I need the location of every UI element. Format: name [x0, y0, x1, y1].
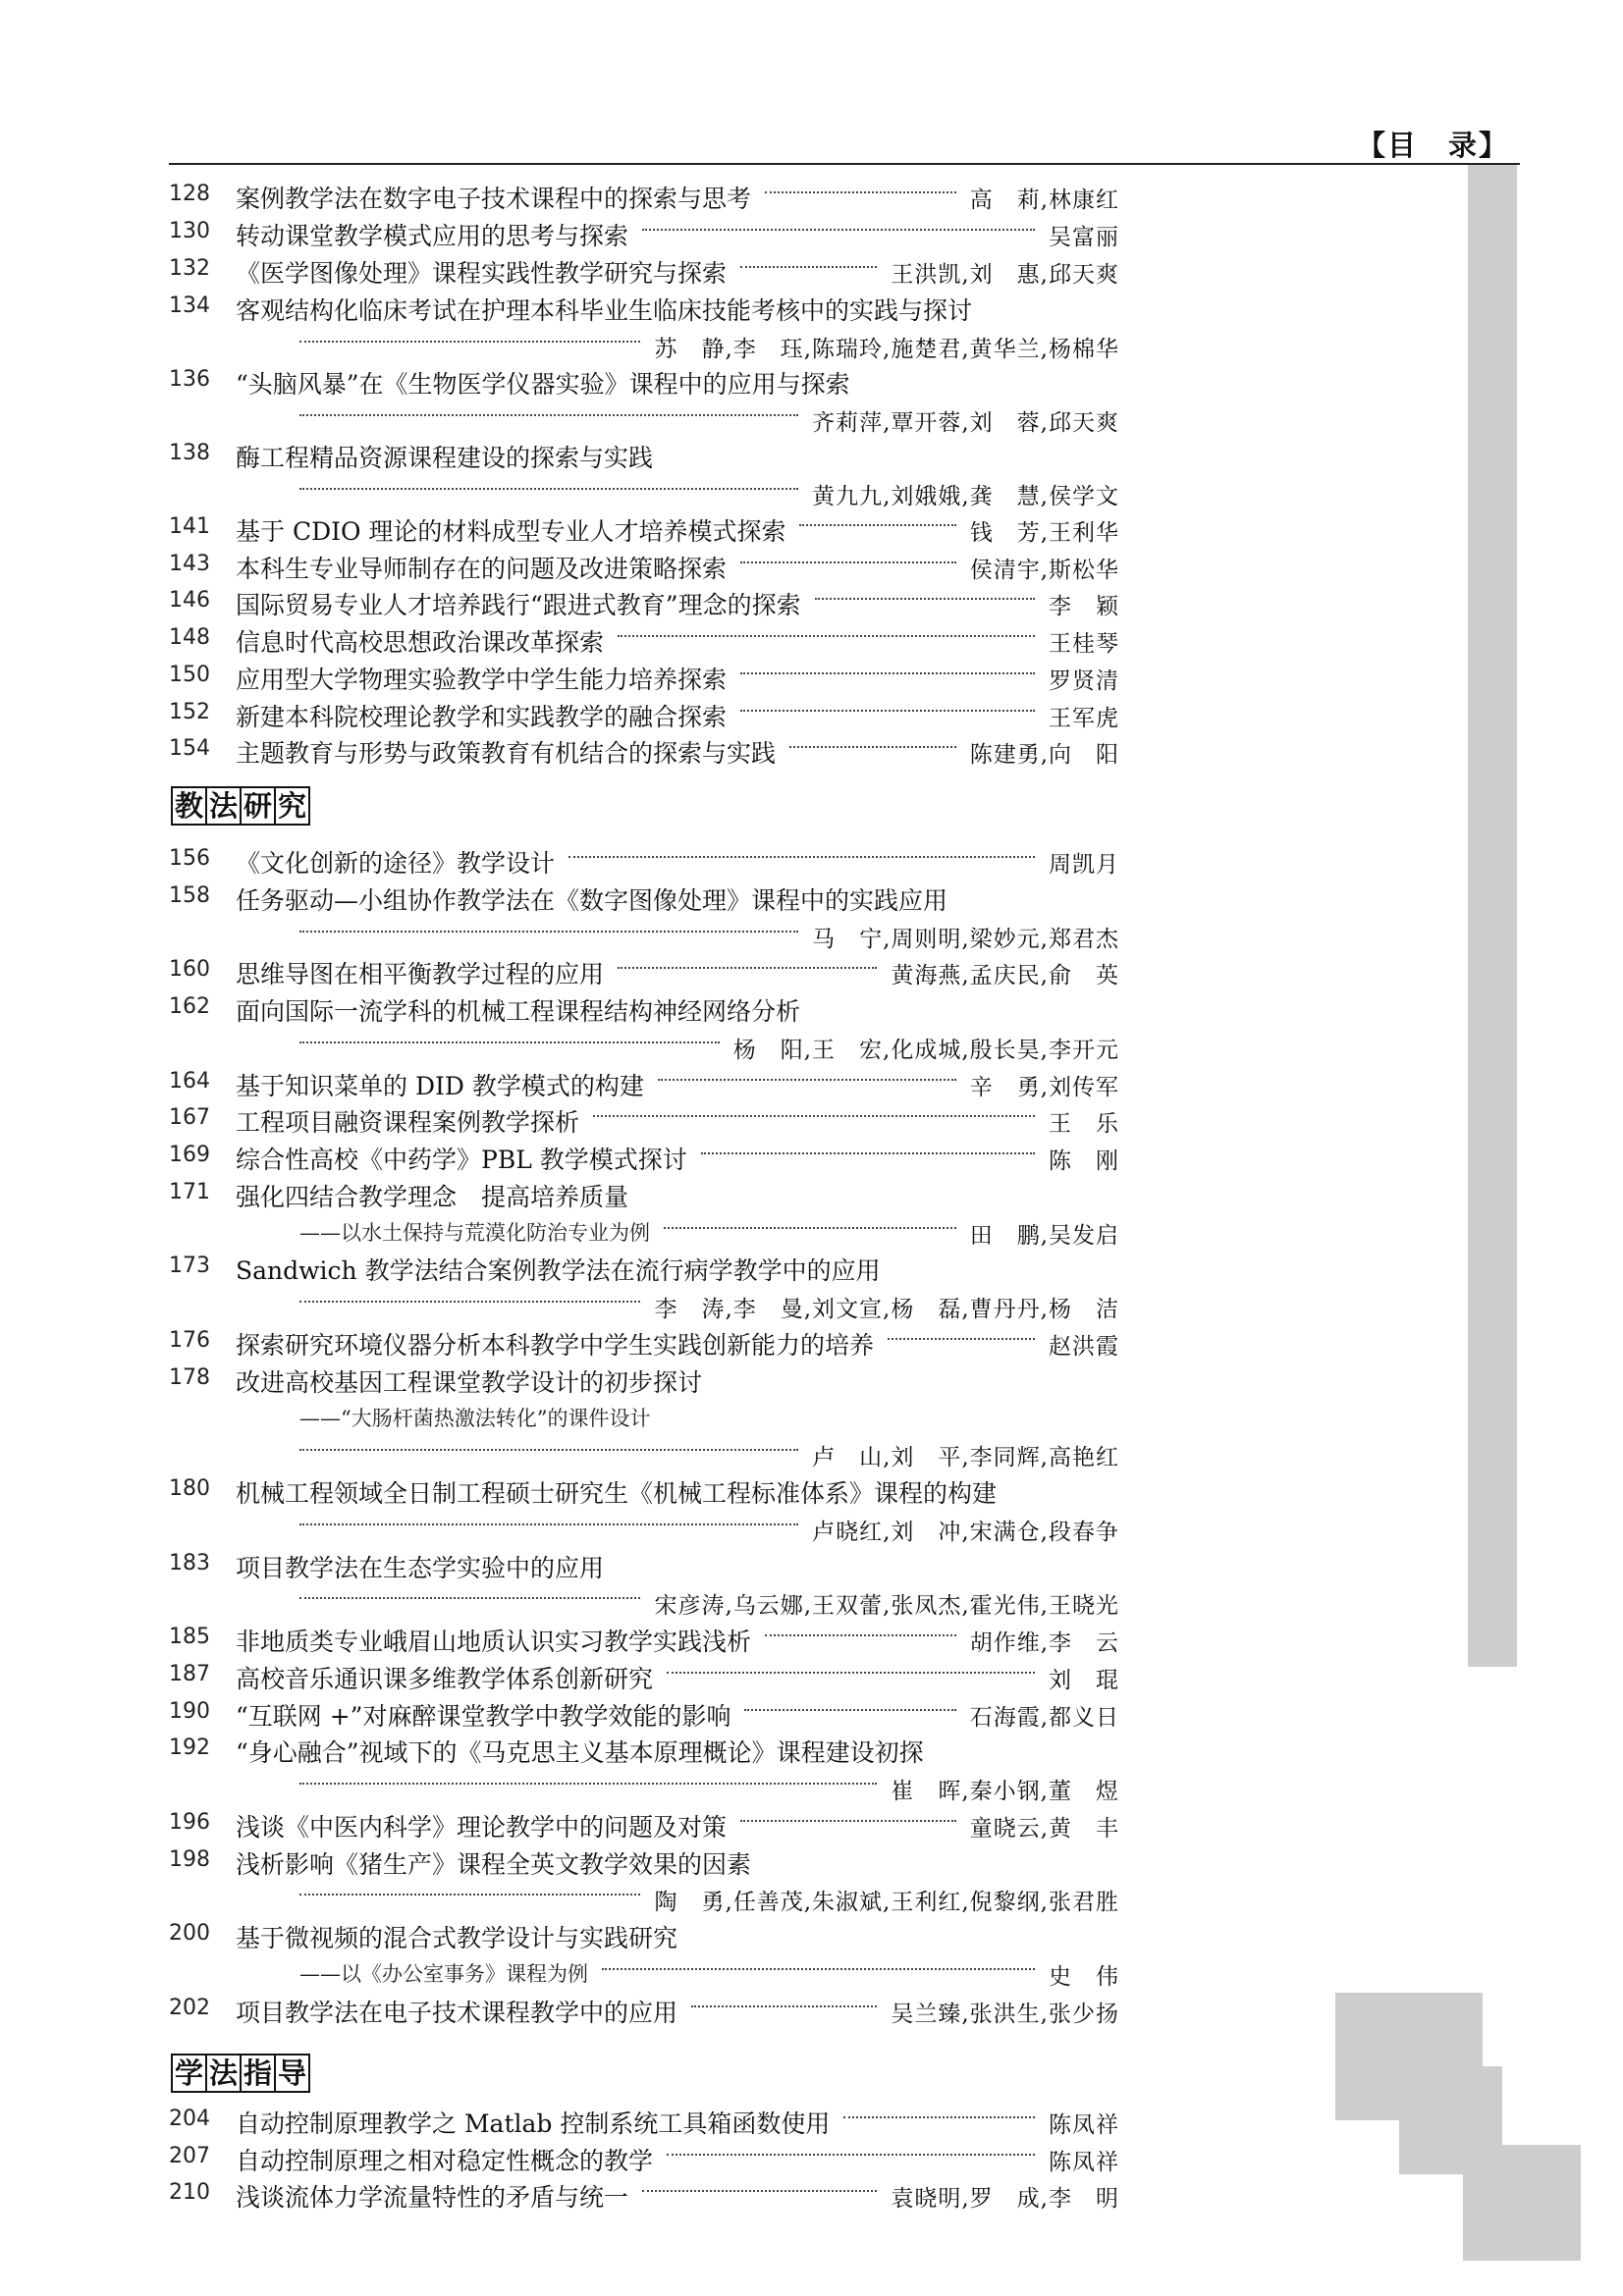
entry-authors: 高 莉,林康红	[969, 187, 1119, 213]
entry-title[interactable]: 任务驱动—小组协作教学法在《数字图像处理》课程中的实践应用	[236, 886, 948, 915]
leader-dots	[618, 635, 1035, 641]
toc-entry[interactable]	[0, 180, 1119, 213]
entry-authors: 王军虎	[1049, 706, 1119, 731]
entry-page-number: 169	[169, 1143, 210, 1167]
entry-title[interactable]: 基于微视频的混合式教学设计与实践研究	[236, 1924, 678, 1952]
toc-entry[interactable]	[0, 661, 1119, 694]
leader-dots	[299, 1894, 640, 1899]
entry-page-number: 183	[169, 1551, 210, 1575]
section-heading-char: 导	[274, 2054, 310, 2093]
entry-authors: 王洪凯,刘 惠,邱天爽	[891, 262, 1119, 288]
entry-title[interactable]: 综合性高校《中药学》PBL 教学模式探讨	[236, 1146, 687, 1174]
entry-page-number: 196	[169, 1810, 210, 1835]
entry-title[interactable]: 项目教学法在电子技术课程教学中的应用	[236, 1999, 678, 2027]
entry-authors: 李 颖	[1049, 594, 1119, 619]
entry-authors: 陈凤祥	[1049, 2150, 1119, 2175]
toc-entry[interactable]	[0, 217, 1119, 250]
entry-page-number: 154	[169, 736, 210, 761]
toc-entry-continuation	[0, 402, 1119, 436]
leader-dots	[789, 746, 956, 752]
entry-page-number: 187	[169, 1662, 210, 1686]
entry-title[interactable]: 项目教学法在生态学实验中的应用	[236, 1554, 605, 1582]
leader-dots	[888, 1338, 1035, 1344]
header-title: 【目 录】	[1357, 129, 1510, 162]
entry-page-number: 198	[169, 1847, 210, 1872]
leader-dots	[664, 1227, 956, 1233]
entry-title[interactable]: 转动课堂教学模式应用的思考与探索	[236, 222, 629, 250]
toc-entry[interactable]	[0, 1326, 1119, 1360]
toc-entry[interactable]	[0, 1697, 1119, 1731]
entry-title[interactable]: 主题教育与形势与政策教育有机结合的探索与实践	[236, 739, 777, 768]
entry-authors: 史 伟	[1049, 1964, 1119, 1990]
entry-page-number: 152	[169, 700, 210, 724]
section-heading-char: 究	[274, 786, 310, 826]
entry-title[interactable]: 浅析影响《猪生产》课程全英文教学效果的因素	[236, 1850, 752, 1879]
entry-title[interactable]: 国际贸易专业人才培养践行“跟进式教育”理念的探索	[236, 591, 801, 619]
toc-entry[interactable]	[0, 2178, 1119, 2212]
leader-dots	[765, 1634, 956, 1640]
entry-title[interactable]: 非地质类专业峨眉山地质认识实习教学实践浅析	[236, 1628, 752, 1656]
section-heading-char: 指	[240, 2054, 276, 2093]
toc-entry[interactable]	[0, 734, 1119, 768]
entry-title[interactable]: 探索研究环境仪器分析本科教学中学生实践创新能力的培养	[236, 1331, 875, 1360]
entry-title[interactable]: “身心融合”视域下的《马克思主义基本原理概论》课程建设初探	[236, 1738, 924, 1767]
entry-page-number: 210	[169, 2180, 210, 2205]
leader-dots	[701, 1152, 1035, 1158]
entry-authors: 刘 琨	[1049, 1668, 1119, 1693]
entry-title[interactable]: 浅谈流体力学流量特性的矛盾与统一	[236, 2183, 629, 2212]
entry-title[interactable]: 面向国际一流学科的机械工程课程结构神经网络分析	[236, 997, 801, 1026]
toc-entry[interactable]	[0, 1623, 1119, 1656]
entry-page-number: 167	[169, 1105, 210, 1130]
leader-dots	[740, 266, 877, 272]
toc-entry[interactable]	[0, 1994, 1119, 2027]
entry-page-number: 207	[169, 2144, 210, 2168]
leader-dots	[691, 2005, 877, 2011]
entry-page-number: 162	[169, 994, 210, 1019]
leader-dots	[740, 672, 1035, 678]
leader-dots	[815, 598, 1035, 604]
toc-entry[interactable]	[0, 1363, 1119, 1397]
entry-title[interactable]: “互联网 +”对麻醉课堂教学中教学效能的影响	[236, 1702, 731, 1731]
entry-page-number: 173	[169, 1254, 210, 1278]
entry-title[interactable]: 高校音乐通识课多维教学体系创新研究	[236, 1665, 654, 1693]
entry-subtitle: ——“大肠杆菌热激法转化”的课件设计	[299, 1407, 651, 1430]
toc-entry[interactable]	[0, 1252, 1119, 1285]
leader-dots	[299, 1301, 640, 1307]
toc-entry[interactable]	[0, 1808, 1119, 1842]
entry-page-number: 176	[169, 1328, 210, 1353]
toc-entry-subtitle-row	[0, 1215, 1119, 1249]
entry-authors: 石海霞,都义日	[969, 1705, 1119, 1731]
entry-title[interactable]: 基于知识菜单的 DID 教学模式的构建	[236, 1072, 644, 1100]
toc-entry[interactable]	[0, 1734, 1119, 1767]
toc-entry[interactable]	[0, 698, 1119, 731]
corner-block-decoration	[1463, 2145, 1581, 2261]
toc-entry-continuation	[0, 1771, 1119, 1804]
entry-page-number: 141	[169, 514, 210, 539]
entry-page-number: 164	[169, 1069, 210, 1094]
entry-authors: 赵洪霞	[1049, 1334, 1119, 1360]
entry-page-number: 138	[169, 441, 210, 465]
entry-page-number: 136	[169, 367, 210, 392]
entry-title[interactable]: 酶工程精品资源课程建设的探索与实践	[236, 444, 654, 472]
entry-title[interactable]: 强化四结合教学理念 提高培养质量	[236, 1183, 629, 1211]
toc-entry[interactable]	[0, 586, 1119, 619]
entry-title[interactable]: 新建本科院校理论教学和实践教学的融合探索	[236, 703, 728, 731]
entry-title[interactable]: 思维导图在相平衡教学过程的应用	[236, 960, 605, 988]
entry-authors: 田 鹏,吴发启	[969, 1223, 1119, 1249]
toc-entry[interactable]	[0, 1474, 1119, 1508]
entry-authors: 马 宁,周则明,梁妙元,郑君杰	[812, 927, 1119, 952]
entry-page-number: 143	[169, 552, 210, 576]
toc-entry[interactable]	[0, 992, 1119, 1026]
toc-entry-continuation	[0, 919, 1119, 952]
toc-entry-continuation	[0, 1585, 1119, 1619]
toc-entry-continuation	[0, 329, 1119, 362]
entry-page-number: 150	[169, 663, 210, 687]
toc-entry[interactable]	[0, 1660, 1119, 1693]
entry-authors: 杨 阳,王 宏,化成城,殷长昊,李开元	[732, 1038, 1119, 1063]
leader-dots	[642, 229, 1035, 235]
entry-authors: 辛 勇,刘传军	[969, 1075, 1119, 1100]
toc-entry[interactable]	[0, 955, 1119, 988]
leader-dots	[299, 1523, 798, 1529]
entry-authors: 齐莉萍,覃开蓉,刘 蓉,邱天爽	[812, 410, 1119, 436]
entry-authors: 周凯月	[1049, 852, 1119, 878]
leader-dots	[593, 1115, 1035, 1121]
entry-title[interactable]: 本科生专业导师制存在的问题及改进策略探索	[236, 555, 728, 583]
leader-dots	[740, 561, 956, 567]
entry-page-number: 156	[169, 846, 210, 871]
entry-authors: 罗贤清	[1049, 668, 1119, 694]
entry-authors: 童晓云,黄 丰	[969, 1816, 1119, 1842]
entry-authors: 袁晓明,罗 成,李 明	[891, 2186, 1119, 2212]
entry-authors: 崔 晖,秦小钢,董 煜	[891, 1779, 1119, 1804]
toc-entry[interactable]	[0, 254, 1119, 288]
entry-authors: 钱 芳,王利华	[969, 520, 1119, 546]
leader-dots	[799, 524, 955, 530]
entry-page-number: 160	[169, 957, 210, 982]
entry-authors: 卢 山,刘 平,李同辉,高艳红	[812, 1445, 1119, 1470]
leader-dots	[765, 191, 956, 197]
leader-dots	[740, 1820, 956, 1826]
toc-entry[interactable]	[0, 292, 1119, 325]
toc-entry-continuation	[0, 1882, 1119, 1915]
entry-title[interactable]: 机械工程领域全日制工程硕士研究生《机械工程标准体系》课程的构建	[236, 1479, 998, 1508]
entry-page-number: 200	[169, 1921, 210, 1946]
toc-entry[interactable]	[0, 2142, 1119, 2175]
entry-page-number: 171	[169, 1180, 210, 1204]
section-heading-char: 法	[205, 2054, 242, 2093]
toc-entry[interactable]	[0, 1845, 1119, 1879]
toc-entry-continuation	[0, 476, 1119, 509]
leader-dots	[299, 931, 798, 936]
section-heading-char: 法	[205, 786, 242, 826]
entry-page-number: 202	[169, 1996, 210, 2020]
entry-title[interactable]: 改进高校基因工程课堂教学设计的初步探讨	[236, 1368, 703, 1397]
entry-title[interactable]: 《文化创新的途径》教学设计	[236, 849, 556, 878]
entry-authors: 李 涛,李 曼,刘文宣,杨 磊,曹丹丹,杨 洁	[654, 1297, 1119, 1322]
toc-entry[interactable]	[0, 365, 1119, 399]
entry-subtitle: ——以《办公室事务》课程为例	[299, 1962, 588, 1986]
entry-title[interactable]: 客观结构化临床考试在护理本科毕业生临床技能考核中的实践与探讨	[236, 296, 973, 325]
entry-authors: 王 乐	[1049, 1111, 1119, 1137]
entry-page-number: 148	[169, 625, 210, 650]
toc-entry[interactable]	[0, 439, 1119, 472]
entry-title[interactable]: 《医学图像处理》课程实践性教学研究与探索	[236, 259, 728, 288]
toc-entry-continuation	[0, 1289, 1119, 1322]
entry-authors: 胡作维,李 云	[969, 1630, 1119, 1656]
entry-authors: 黄九九,刘娥娥,龚 慧,侯学文	[812, 484, 1119, 509]
entry-title[interactable]: 自动控制原理教学之 Matlab 控制系统工具箱函数使用	[236, 2109, 831, 2138]
leader-dots	[299, 1783, 877, 1789]
leader-dots	[602, 1968, 1035, 1974]
section-heading-char: 学	[171, 2054, 207, 2093]
toc-entry-continuation	[0, 1437, 1119, 1470]
entry-authors: 吴兰臻,张洪生,张少扬	[891, 2002, 1119, 2027]
leader-dots	[299, 1449, 798, 1455]
entry-page-number: 132	[169, 256, 210, 281]
entry-authors: 陈 刚	[1049, 1148, 1119, 1174]
entry-page-number: 130	[169, 219, 210, 243]
section-heading	[171, 2054, 308, 2093]
toc-entry-continuation	[0, 1030, 1119, 1063]
leader-dots	[299, 1597, 640, 1603]
leader-dots	[568, 856, 1035, 862]
entry-title[interactable]: Sandwich 教学法结合案例教学法在流行病学教学中的应用	[236, 1256, 881, 1285]
entry-authors: 苏 静,李 珏,陈瑞玲,施楚君,黄华兰,杨棉华	[654, 337, 1119, 362]
entry-title[interactable]: 工程项目融资课程案例教学探析	[236, 1108, 580, 1137]
leader-dots	[299, 341, 640, 347]
entry-authors: 宋彦涛,乌云娜,王双蕾,张凤杰,霍光伟,王晓光	[654, 1593, 1119, 1619]
leader-dots	[299, 1041, 720, 1047]
entry-page-number: 146	[169, 588, 210, 613]
entry-title[interactable]: 案例教学法在数字电子技术课程中的探索与思考	[236, 185, 752, 213]
toc-entry[interactable]	[0, 2105, 1119, 2138]
entry-page-number: 192	[169, 1735, 210, 1760]
toc-entry[interactable]	[0, 1919, 1119, 1952]
toc-entry[interactable]	[0, 1141, 1119, 1174]
entry-subtitle: ——以水土保持与荒漠化防治专业为例	[299, 1221, 650, 1245]
toc-entry[interactable]	[0, 1103, 1119, 1137]
entry-page-number: 158	[169, 883, 210, 908]
entry-title[interactable]: 应用型大学物理实验教学中学生能力培养探索	[236, 666, 728, 694]
entry-title[interactable]: 自动控制原理之相对稳定性概念的教学	[236, 2147, 654, 2175]
header-rule	[169, 163, 1520, 165]
entry-title[interactable]: 信息时代高校思想政治课改革探索	[236, 628, 605, 657]
leader-dots	[843, 2116, 1035, 2122]
leader-dots	[618, 967, 877, 973]
section-heading-char: 研	[240, 786, 276, 826]
side-bar-decoration	[1468, 165, 1517, 1667]
entry-authors: 王桂琴	[1049, 631, 1119, 657]
entry-page-number: 190	[169, 1699, 210, 1724]
leader-dots	[658, 1079, 956, 1085]
leader-dots	[744, 1709, 955, 1715]
section-heading-char: 教	[171, 786, 207, 826]
toc-entry[interactable]	[0, 1178, 1119, 1211]
entry-page-number: 128	[169, 182, 210, 206]
leader-dots	[667, 1672, 1035, 1678]
entry-page-number: 134	[169, 294, 210, 318]
toc-entry[interactable]	[0, 623, 1119, 657]
entry-page-number: 178	[169, 1365, 210, 1390]
leader-dots	[642, 2190, 877, 2196]
toc-entry-subtitle-row	[0, 1956, 1119, 1990]
entry-title[interactable]: “头脑风暴”在《生物医学仪器实验》课程中的应用与探索	[236, 370, 850, 399]
leader-dots	[299, 488, 798, 494]
toc-entry-continuation	[0, 1512, 1119, 1545]
leader-dots	[299, 414, 798, 420]
leader-dots	[667, 2154, 1035, 2160]
toc-entry[interactable]	[0, 1067, 1119, 1100]
toc-entry[interactable]	[0, 844, 1119, 878]
entry-page-number: 180	[169, 1476, 210, 1501]
entry-page-number: 185	[169, 1625, 210, 1649]
entry-authors: 卢晓红,刘 冲,宋满仓,段春争	[812, 1520, 1119, 1545]
entry-authors: 吴富丽	[1049, 225, 1119, 250]
toc-entry-subtitle-row	[0, 1401, 1119, 1434]
entry-page-number: 204	[169, 2107, 210, 2131]
entry-authors: 侯清宇,斯松华	[969, 558, 1119, 583]
entry-title[interactable]: 基于 CDIO 理论的材料成型专业人才培养模式探索	[236, 517, 786, 546]
toc-entry[interactable]	[0, 550, 1119, 583]
entry-title[interactable]: 浅谈《中医内科学》理论教学中的问题及对策	[236, 1813, 728, 1842]
section-heading	[171, 786, 308, 826]
entry-authors: 陶 勇,任善茂,朱淑斌,王利红,倪黎纲,张君胜	[654, 1890, 1119, 1915]
toc-entry[interactable]	[0, 881, 1119, 915]
leader-dots	[740, 710, 1035, 716]
entry-authors: 陈凤祥	[1049, 2112, 1119, 2138]
entry-authors: 陈建勇,向 阳	[969, 742, 1119, 768]
entry-authors: 黄海燕,孟庆民,俞 英	[891, 963, 1119, 988]
toc-entry[interactable]	[0, 1549, 1119, 1582]
toc-entry[interactable]	[0, 512, 1119, 546]
